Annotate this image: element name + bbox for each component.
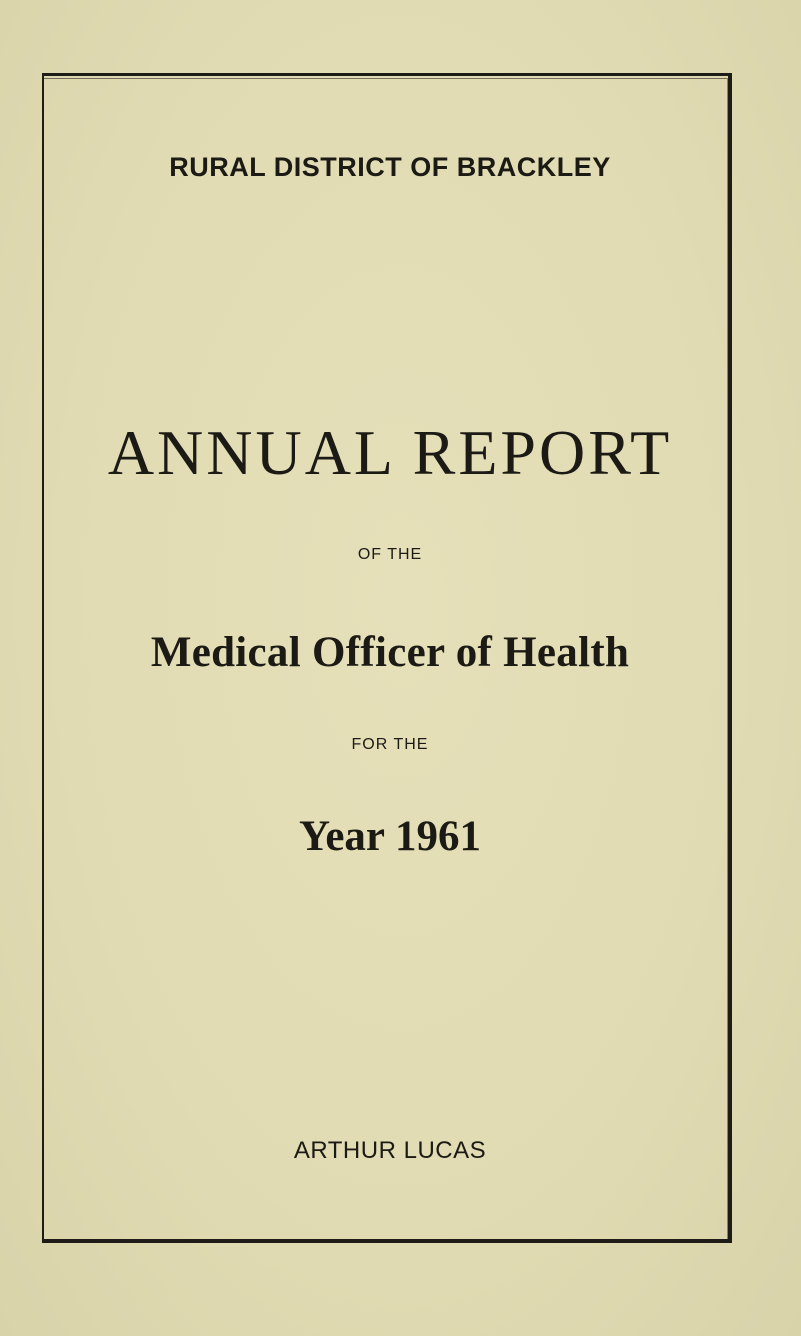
officer-title: Medical Officer of Health bbox=[150, 629, 630, 676]
report-title: ANNUAL REPORT bbox=[107, 417, 673, 488]
report-year: Year 1961 bbox=[299, 813, 481, 860]
author-name: ARTHUR LUCAS bbox=[293, 1137, 487, 1164]
district-heading: RURAL DISTRICT OF BRACKLEY bbox=[169, 152, 611, 182]
for-the-label: FOR THE bbox=[351, 736, 429, 753]
of-the-label: OF THE bbox=[357, 546, 423, 563]
